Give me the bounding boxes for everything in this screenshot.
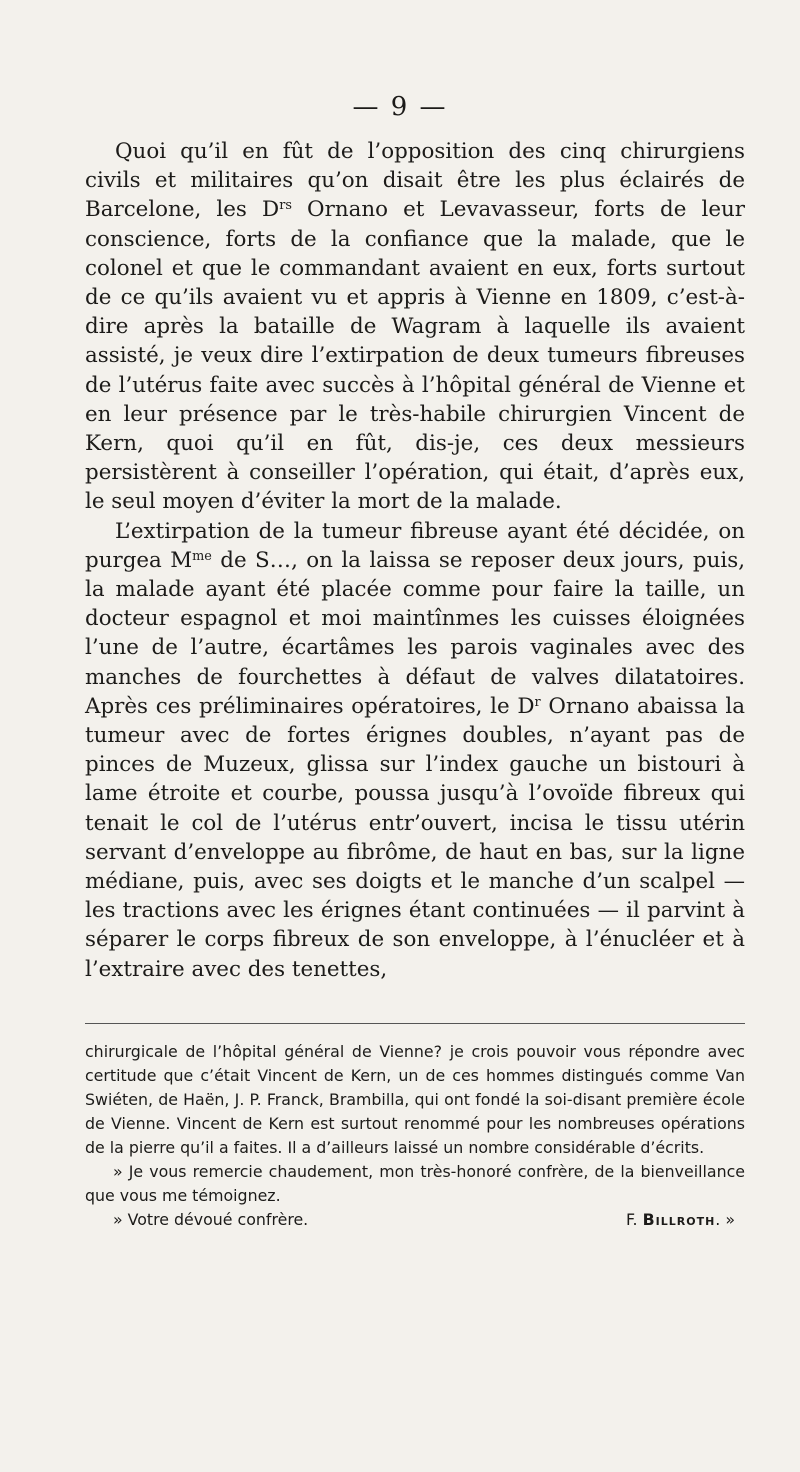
paragraph-2: L’extirpation de la tumeur fibreuse ayant été décidée, on purgea $M^{me}$ de S…, on la laissa se reposer deux jours, puis, la malade ayant été placée comme pour faire la taille, un docteur espagnol et moi maintînmes les cuisses éloignées l’une de l’autre, écartâmes les parois vaginales avec des manches de fourchettes à défaut de valves dilatatoires. Après ces préliminaires opératoires, le $D^r$ Ornano abaissa la tumeur avec de fortes érignes doubles, n’ayant pas de pinces de Muzeux, glissa sur l’index gauche un bistouri à lame étroite et courbe, poussa jusqu’à l’ovoïde fibreux qui tenait le col de l’utérus entr’ouvert, incisa le tissu utérin servant d’enveloppe au fibrôme, de haut en bas, sur la ligne médiane, puis, avec ses doigts et le manche d’un scalpel — les tractions avec les érignes étant continuées — il parvint à séparer le corps fibreux de son enveloppe, à l’énucléer et à l’extraire avec des tenettes,	[85, 518, 746, 982]
signature-line	[85, 1208, 745, 1232]
main-text	[85, 137, 745, 984]
paragraph-1: Quoi qu’il en fût de l’opposition des cinq chirurgiens civils et militaires qu’on disait être les plus éclairés de Barcelone, les $D^{rs}$ Ornano et Levavasseur, forts de leur conscience, forts de la confiance que la malade, que le colonel et que le commandant avaient en eux, forts surtout de ce qu’ils avaient vu et appris à Vienne en 1809, c’est-à-dire après la bataille de Wagram à laquelle ils avaient assisté, je veux dire l’extirpation de deux tumeurs fibreuses de l’utérus faite avec succès à l’hôpital général de Vienne et en leur présence par le très-habile chirurgien Vincent de Kern, quoi qu’il en fût, dis-je, ces deux messieurs persistèrent à conseiller l’opération, qui était, d’après eux, le seul moyen d’éviter la mort de la malade.	[85, 139, 745, 515]
closing-formula: » Votre dévoué confrère.	[113, 1210, 309, 1229]
footnote-rule	[85, 1023, 745, 1024]
footnote-block	[85, 1040, 745, 1232]
page-number: — 9 —	[352, 92, 448, 122]
footnote-paragraph-2: » Je vous remercie chaudement, mon très-honoré confrère, de la bienveillance que vous me témoignez.	[85, 1162, 745, 1205]
footnote-paragraph-1: chirurgicale de l’hôpital général de Vienne? je crois pouvoir vous répondre avec certitude que c’était Vincent de Kern, un de ces hommes distingués comme Van Swiéten, de Haën, J. P. Franck, Brambilla, qui ont fondé la soi-disant première école de Vienne. Vincent de Kern est surtout renommé pour les nombreuses opérations de la pierre qu’il a faites. Il a d’ailleurs laissé un nombre considérable d’écrits.	[85, 1042, 745, 1157]
signature: F. Billroth. »	[626, 1210, 735, 1229]
